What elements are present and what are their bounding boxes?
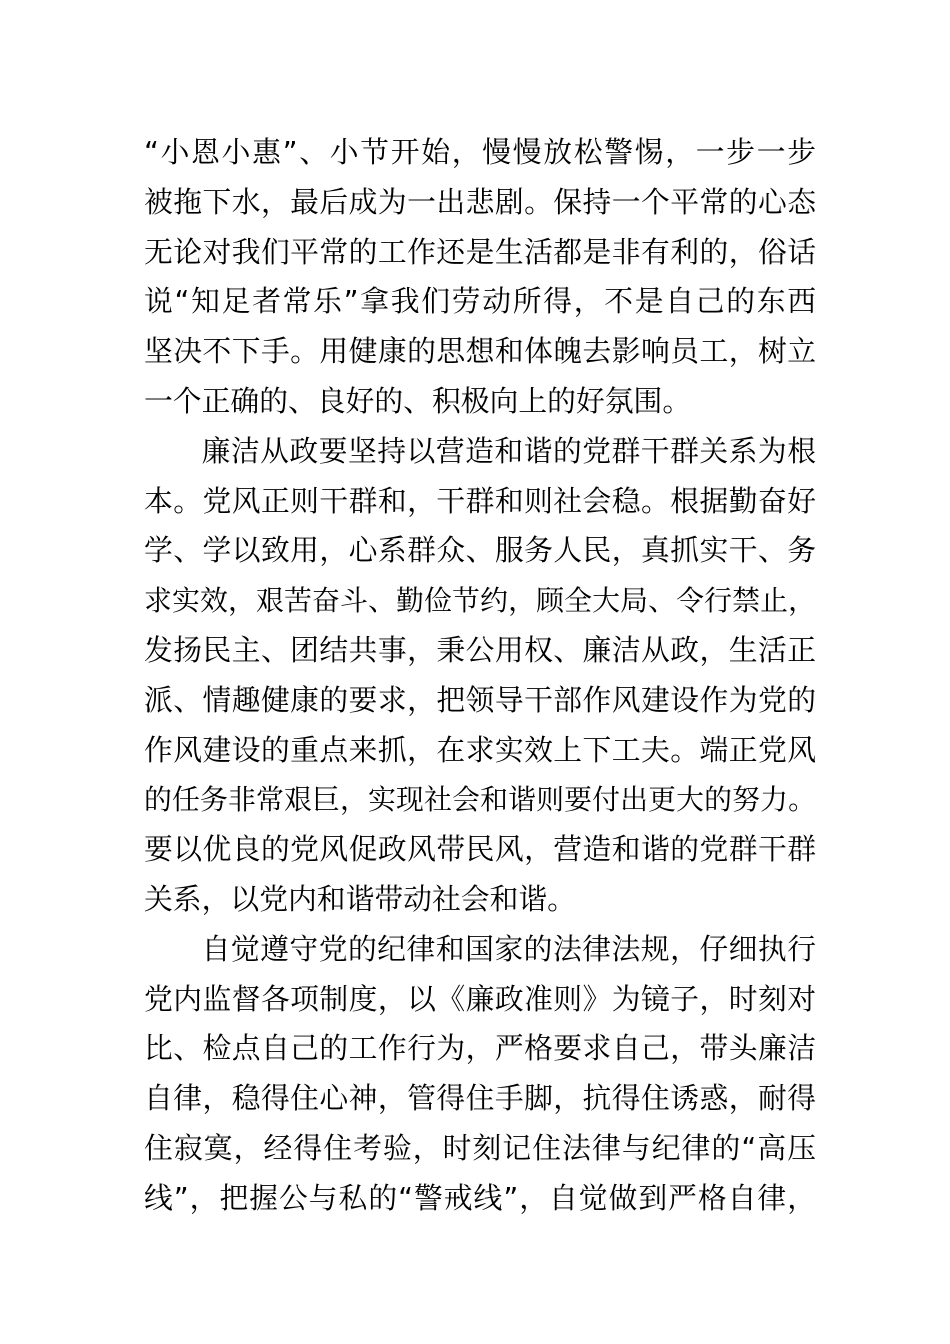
text-line: 发扬民主、团结共事，秉公用权、廉洁从政，生活正 <box>144 632 816 667</box>
document-body <box>144 128 816 1224</box>
text-line: 一个正确的、良好的、积极向上的好氛围。 <box>144 383 692 418</box>
text-line: 本。党风正则干群和，干群和则社会稳。根据勤奋好 <box>144 483 816 518</box>
text-line: 自律，稳得住心神，管得住手脚，抗得住诱惑，耐得 <box>144 1081 816 1116</box>
text-line: 要以优良的党风促政风带民风，营造和谐的党群干群 <box>144 832 816 867</box>
text-line: 自觉遵守党的纪律和国家的法律法规，仔细执行 <box>201 931 816 966</box>
text-line: “小恩小惠”、小节开始，慢慢放松警惕，一步一步 <box>144 135 816 169</box>
text-line: 说“知足者常乐”拿我们劳动所得，不是自己的东西 <box>144 284 816 319</box>
text-line: 作风建设的重点来抓，在求实效上下工夫。端正党风 <box>144 732 816 767</box>
text-line: 线”，把握公与私的“警戒线”，自觉做到严格自律， <box>144 1180 816 1215</box>
text-line: 的任务非常艰巨，实现社会和谐则要付出更大的努力。 <box>144 783 816 817</box>
text-line: 党内监督各项制度，以《廉政准则》为镜子，时刻对 <box>144 981 816 1016</box>
text-line: 学、学以致用，心系群众、服务人民，真抓实干、务 <box>144 533 816 568</box>
text-line: 坚决不下手。用健康的思想和体魄去影响员工，树立 <box>144 334 816 369</box>
text-line: 比、检点自己的工作行为，严格要求自己，带头廉洁 <box>144 1031 816 1066</box>
text-line: 廉洁从政要坚持以营造和谐的党群干群关系为根 <box>201 433 816 468</box>
text-line: 求实效，艰苦奋斗、勤俭节约，顾全大局、令行禁止， <box>144 584 816 618</box>
text-line: 住寂寞，经得住考验，时刻记住法律与纪律的“高压 <box>144 1130 816 1165</box>
text-line: 无论对我们平常的工作还是生活都是非有利的，俗话 <box>144 234 816 269</box>
text-line: 派、情趣健康的要求，把领导干部作风建设作为党的 <box>144 682 816 717</box>
text-line: 关系，以党内和谐带动社会和谐。 <box>144 881 576 916</box>
text-line: 被拖下水，最后成为一出悲剧。保持一个平常的心态 <box>144 184 816 219</box>
